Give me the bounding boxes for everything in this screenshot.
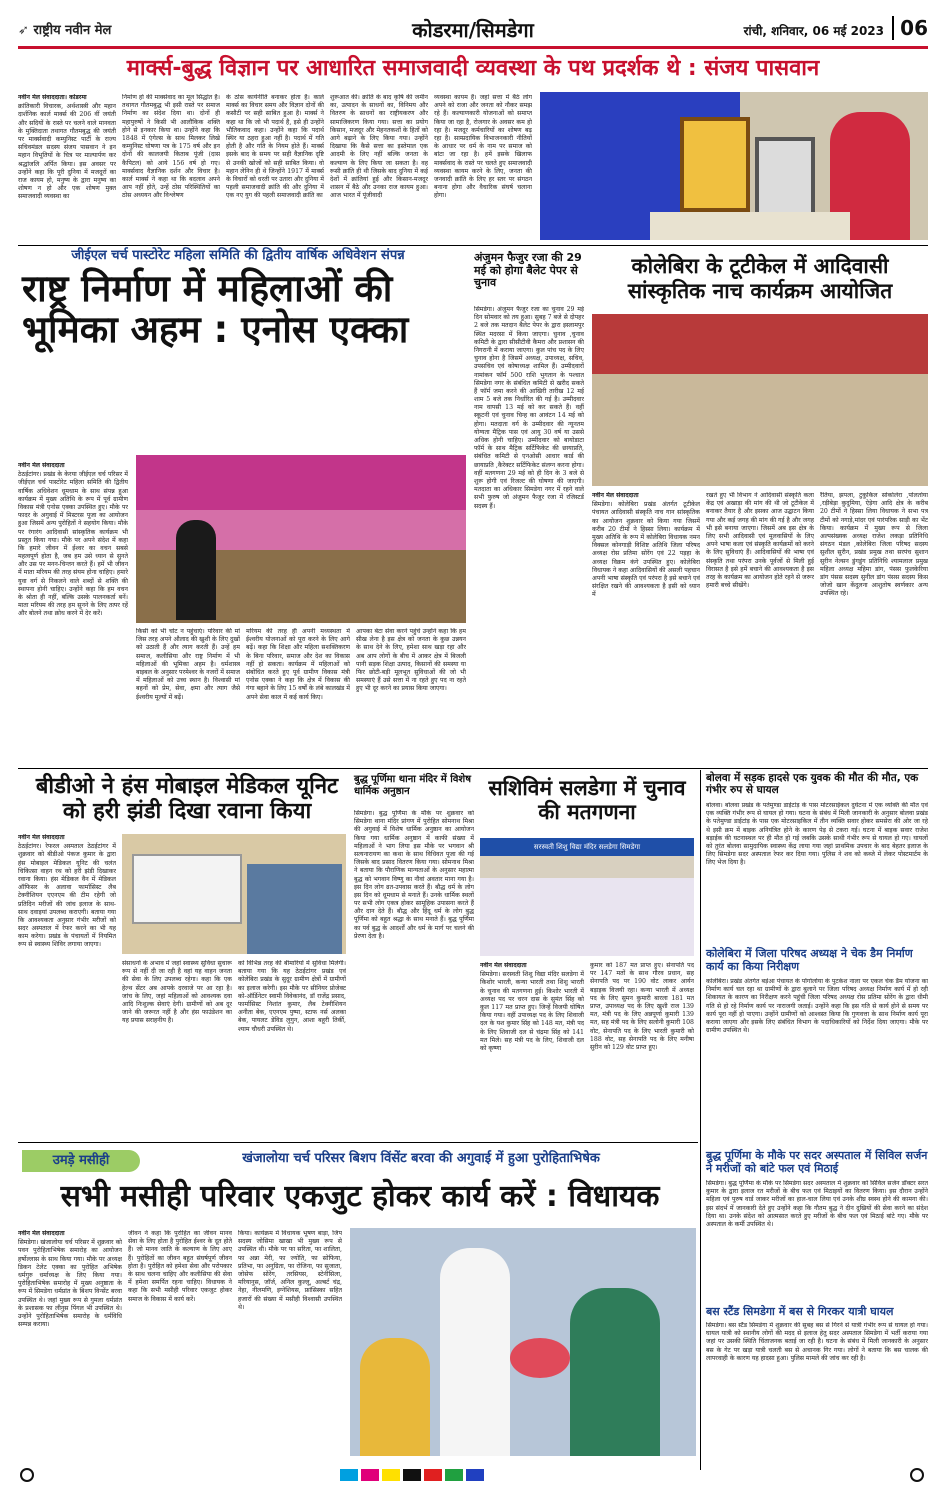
story8-headline: बोलवा में सड़क हादसे एक युवक की मौत की मौत, एक गंभीर रुप से घायल: [706, 772, 919, 797]
story12-col1: [18, 1230, 122, 1456]
story9-headline: कोलेबिरा में जिला परिषद अध्यक्ष ने चेक डैम निर्माण कार्य का किया निरीक्षण: [706, 947, 913, 973]
story12-col3: किया। कार्यक्रम में विधायक भूषण बाड़ा, जिप सदस्य जोसिमा खाखा भी मुख्य रूप से उपस्थित थी। मौके पर फा सरिता, फा शालिता, फा अन्ना मेरी, फा ज्योति, फा सोफिया, प्रतिभा, फा अनुग्रिता, फा रोजिना, फा सुजाता, जोसेफ सोरेंग, तरसियस, स्टेनीसिला, मरियानुस, जॉर्ज, अनिल कुल्लू, अल्बर्ट चंद्र, नेहा, नीलमणि, इग्नेशियस, फ्रांसिस्का सहित हजारों की संख्या में मसीही विश्वासी उपस्थित थे।: [238, 1230, 342, 1311]
masthead: [18, 14, 928, 44]
story12-col2: जीवन ने कहा कि पुरोहित का जीवन मानव सेवा के लिए होता है पुरोहित ईश्वर के दूत होते हैं। जो मानव जाति के कल्याण के लिए आए हैं। पुरोहितों का जीवन बहुत संघर्षपूर्ण जीवन होता है। पुरोहित को हमेशा सेवा और परोपकार के साथ चलना चाहिए और कलीसिया की सेवा में हमेशा समर्पित रहना चाहिए। विधायक ने कहा कि सभी मसीही परिवार एकजुट होकर समाज के विकास में कार्य करें।: [128, 1230, 232, 1303]
story1-col4: शुरूआत की। क्रांति के बाद कृषि की जमीन का, उत्पादन के साधनों का, विनिमय और वितरण के साधनों का राष्ट्रीयकरण और सामाजिकरण किया गया। सत्ता का प्रयोग किसान, मजदूर और मेहनतकशों के हितों को आगे बढ़ाने के लिए किया गया। उन्होंने दिखाया कि कैसे सत्ता का इस्तेमाल एक आदमी के लिए नहीं बल्कि जनता के कल्याण के लिए किया जा सकता है। वह रूसी क्रांति ही थी जिसके बाद दुनिया में कई देशों में क्रांतियां हुई और किसान-मजदूर शासन में बैठे और उनका राज कायम हुआ। आज भारत में पूंजीवादी: [330, 94, 428, 200]
story3-text: सिमडेगा। अंजुमन फैजुर रजा का चुनाव 29 मई दिन सोमवार को तय हुआ। सुबह 7 बजे से दोपहर 2 बजे तक मतदान बैलेट पेपर के द्वारा इस्लामपुर स्थित मदरसा में किया जाएगा। चुनाव ,चुनाव कमिटी के द्वारा सीसीटीवी कैमरा और प्रशासन की निगरानी में कराया जाएगा। कुल पांच पद के लिए चुनाव होना है जिसमें अध्यक्ष, उपाध्यक्ष, सचिव, उपसचिव एवं कोषाध्यक्ष शामिल हैं। उम्मीदवारों नामांकन फॉर्म 500 राशि भुगतान के पश्चात सिमडेगा नगर के संबंधित कमिटी से खरीद सकते हैं फॉर्म जमा करने की आखिरी तारीख 12 मई शाम 5 बजे तक निर्धारित की गई है। उम्मीदवार नाम वापसी 13 मई को कर सकते हैं। वहीं स्कूटनी एवं चुनाव चिन्ह का आवंटन 14 मई को होगा। मतदाता वर्ग के उम्मीदवार की न्यूनतम योग्यता मैट्रिक पास एवं आयु 30 वर्ष या उससे अधिक होनी चाहिए। उम्मीदवार को बायोडाटा फॉर्म के साथ मैट्रिक सर्टिफिकेट की छायाप्रति, संबंधित कमिटी से एनओसी आधार कार्ड की छायाप्रति ,कैरेक्टर सर्टिफिकेट संलग्न करना होगा। वहीं मतगणना 29 मई को ही दिन के 3 बजे से शुरू होगी एवं रिजल्ट की घोषणा की जाएगी। मतदाता का अधिकार सिमडेगा नगर में रहने वाले सभी फुरुष जो अंजुमन फैजुर रजा में रजिस्टर्ड सदस्य हैं।: [474, 306, 584, 510]
story5-col2: संसाधनों के अभाव में जहां स्वास्थ्य सुविधा सुचारू रूप से नहीं दी जा रही है वहां यह वाहन जनता की सेवा के लिए उपलब्ध रहेगा। कहा कि एक हेल्थ सेंटर अब आपके दरवाजे पर आ रहा है। जांच के लिए, जहां महिलाओं को आवश्यक दवा आदि निःशुल्क सेवाएं देगी। ग्रामीणों को अब दूर जाने की जरूरत नहीं है और हंस फाउंडेशन का यह प्रयास सराहनीय है।: [122, 960, 232, 1025]
registration-mark-left: [20, 1468, 34, 1482]
story2-col1-text: ठेठईटांगर। प्रखंड के केरया जीईएल चर्च परिसर में जीईएल चर्च पास्टोरेट महिला समिति की द्वितीय वार्षिक अधिवेशन धूमधाम के साथ संपन्न हुआ कार्यक्रम में मुख्य अतिथि के रूप में पूर्व ग्रामीण विकास मंत्री एनोस एक्का उपस्थित हुए। मौके पर फादर के अगुवाई में मिस्टरस पूजा का आयोजन हुआ जिसमें अन्य पुरोहितों ने सहयोग किया। मौके पर रंगारंग आदिवासी सांस्कृतिक कार्यक्रम भी प्रस्तुत किया गया। मौके पर अपने संदेश में कहा कि हमारे जीवन में ईश्वर का वचन सबसे महत्वपूर्ण होता है, जब हम उसे ध्यान से सुनते और उस पर मनन-चिन्तन करते हैं। हमें भी जीवन में माता मरियम की तरह संयम होना चाहिए। हमारे युवा वर्ग से निकलने वाले शब्दों से शक्ति की स्थापना होनी चाहिए। उन्होंने कहा कि हम वचन के श्रोता ही नहीं, बल्कि उसके पालनकर्ता बनें। माता मरियम की तरह हम सुनने के लिए तत्पर रहें और बोलने तथा क्रोध करने में देर करें।: [18, 471, 128, 618]
story12-headline: सभी मसीही परिवार एकजुट होकर कार्य करें : विधायक: [60, 1179, 660, 1214]
story12-dateline: नवीन मेल संवाददाता: [18, 1230, 65, 1237]
story7-col1-text: सिमडेगा। सरस्वती शिशु विद्या मंदिर सलडेगा में किशोर भारती, कन्या भारती तथा शिशु भारती के चुनाव की मतगणना हुई। किशोर भारती में अध्यक्ष पद पर चरन दास के सुमंत सिंह को कुल 117 मत प्राप्त हुए। जिन्हें विजयी घोषित किया गया। वहीं उपाध्यक्ष पद के लिए शिवाजी दल के यश कुमार सिंह को 148 मत, मंत्री पद के लिए शिवाजी दल से चंद्रमा सिंह को 141 मत मिले। सह मंत्री पद के लिए, शिवाजी दल को कृष्णा: [480, 971, 584, 1052]
photo-flowers: [510, 1338, 570, 1378]
photo-stage-backdrop: [592, 314, 928, 374]
story8-text: बोलवा। बोलवा प्रखंड के पतेमुण्डा डाईटांड़ के पास मोटरसाईकल दुर्घटना में एक व्यक्ति की मौत एवं एक व्यक्ति गंभीर रूप से घायल हो गया। घटना के संबंध में मिली जानकारी के अनुसार बोलवा प्रखंड के पतेमुण्डा डाईटांड़ के पास एक मोटरसाइकिल में तीन व्यक्ति सवार होकर समसेरा की ओर जा रहे थे इसी क्रम में बाइक अनियंत्रित होने के कारण पेड़ से टकरा गई। घटना में बाइक सवार राजेश बड़ाईक की घटनास्थल पर ही मौत हो गई जबकि उसके साथी गंभीर रूप से घायल हो गए। घायलों को तुरंत बोलवा सामुदायिक स्वास्थ्य केंद्र लाया गया जहां प्राथमिक उपचार के बाद बेहतर इलाज के लिए सिमडेगा सदर अस्पताल रेफर कर दिया गया। पुलिस ने शव को कब्जे में लेकर पोस्टमार्टम के लिए भेज दिया है।: [706, 802, 928, 867]
story1-headline: मार्क्स-बुद्ध विज्ञान पर आधारित समाजवादी व्यवस्था के पथ प्रदर्शक थे : संजय पासवान: [126, 56, 820, 81]
divider-1: [18, 245, 928, 246]
photo-staff-group: [247, 864, 342, 954]
story5-col1: [18, 834, 116, 1138]
photo-tent-canopy: [136, 455, 466, 510]
story2-headline: राष्ट्र निर्माण में महिलाओं की भूमिका अहम : एनोस एक्का: [22, 267, 409, 352]
story2-col3: मरियम की तरह ही अपनी मध्यस्थता में ईश्वरीय योजनाओं को पूरा करने के लिए आगे बढ़ें। कहा कि शिक्षा और महिला सशक्तिकरण के बिना परिवार, समाज और देश का विकास नहीं हो सकता। कार्यक्रम में महिलाओं को संबोधित करते हुए पूर्व ग्रामीण विकास मंत्री एनोस एक्का ने कहा कि क्षेत्र में विकास की गंगा बहाने के लिए 15 वर्षों के लंबे कालखंड में अपने सेवा काल में कई कार्य किए।: [246, 628, 350, 701]
registration-mark-right: [910, 1468, 924, 1482]
story2-kicker: जीईएल चर्च पास्टोरेट महिला समिति की द्वितीय वार्षिक अधिवेशन संपन्न: [71, 248, 405, 263]
color-swatch-cyan: [340, 1469, 358, 1481]
color-swatch-magenta: [361, 1469, 379, 1481]
photo-dignitaries: [592, 374, 928, 486]
story12-kicker: खंजालोया चर्च परिसर बिशप विंसेंट बरवा की अगुवाई में हुआ पुरोहिताभिषेक: [242, 1151, 600, 1166]
story12-col1-text: सिमडेगा। खंजालोया चर्च परिसर में शुक्रवार को पवन पुरोहिताभिषेक समारोह का आयोजन हर्षोल्लास के साथ किया गया। मौके पर अध्यक्ष डिकन टेलेट एक्का का पुरोहित अभिषेक धर्मगुरु धर्माध्यक्ष के लिए किया गया। पुरोहिताभिषेक समारोह में मुख्य अनुष्ठाता के रूप में सिमडेगा धर्मप्रांत के बिशप विन्सेंट बरवा उपस्थित थे। जहां मुख्य रूप से गुमला धर्मप्रांत के प्रशासक फा लीनुस पिंगल भी उपस्थित थे। उन्होंने पुरोहिताभिषेक समारोह के धर्मविधि सम्पन्न कराया।: [18, 1239, 122, 1329]
photo-medical-van: [132, 854, 242, 924]
story5-col1-text: ठेठईटांगर। रेफरल अस्पताल ठेठईटांगर में शुक्रवार को बीडीओ पंकज कुमार के द्वारा हंस मोबाइल मेडिकल यूनिट की चलंत चिकित्सा वाहन रथ को हरी झंडी दिखाकर रवाना किया। हंस मेडिकल वैन में मेडिकल ऑफिसर के अलावा फार्मासिस्ट लैब टेक्नीशियन एएनएम की टीम रहेगी जो प्रतिदिन मरीजों की जांच इलाज के साथ-साथ दवाइयां उपलब्ध कराएगी। बताया गया कि आवश्यकता अनुसार गंभीर मरीजों को सदर अस्पताल में रेफर करने का भी यह काम करेगा। प्रखंड के पंचायतों में नियमित रूप से स्वास्थ्य शिविर लगाया जाएगा।: [18, 843, 116, 949]
logo-text: राष्ट्रीय नवीन मेल: [33, 23, 112, 38]
story1-col1: [18, 94, 116, 238]
story1-col3: के ठोस कार्यनीति बनाकर होता है। कार्ल मार्क्स का विचार समय और विज्ञान दोनों की कसौटी पर सही साबित हुआ है। मार्क्स ने कहा था कि जो भी पदार्थ है, इसे ही उन्होंने भौतिकवाद कहा। उन्होंने कहा कि पदार्थ स्थिर या ठहरा हुआ नहीं है। पदार्थ में गति होती है और गति के नियम होते हैं। मार्क्स इसके बाद के समय पर सही वैज्ञानिक दृष्टि से उनकी खोजों को सही साबित किया। वो महान लेनिन ही थे जिन्होंने 1917 में मार्क्स के विचारों को धरती पर उतारा और दुनिया में पहली समाजवादी क्रांति की और दुनिया में एक नए युग की पहली समाजवादी क्रांति का: [226, 94, 324, 200]
photo-woman-saree: [360, 1338, 430, 1456]
story4-col1: [592, 492, 700, 762]
story5-headline: बीडीओ ने हंस मोबाइल मेडिकल यूनिट को हरी झंडी दिखा रवाना किया: [35, 774, 339, 825]
story1-dateline: नवीन मेल संवाददाता। कोडरमा: [18, 94, 87, 101]
story6-headline: बुद्ध पूर्णिमा थाना मंदिर में विशेष धार्मिक अनुष्ठान: [354, 774, 471, 797]
color-swatch-blue: [466, 1469, 484, 1481]
right-col-divider: [700, 770, 701, 1470]
story5-col3: को विभिन्न तरह की बीमारियों में सुविधा मिलेगी। बताया गया कि यह ठेठईटांगर प्रखंड एवं कोलेबिरा प्रखंड के सुदूर ग्रामीण क्षेत्रों में ग्रामीणों का इलाज करेगी। इस मौके पर सीनियर प्रोजेक्ट को-ऑर्डिनेटर स्वामी विवेकानंद, डॉ राजेंद्र प्रसाद, फार्मासिस्ट निशांत कुमार, लैब टेक्नीशियन अनीता बेक, एएनएम पुष्पा, स्टाफ नर्स अलका बेक, पायलट डेविड लुगुन, आशा बहूरी तिर्की, श्याम चौधरी उपस्थित थे।: [238, 960, 346, 1033]
school-banner-text: सरस्वती शिशु विद्या मंदिर सलडेगा सिमडेगा: [533, 843, 641, 851]
divider-3: [18, 1142, 698, 1143]
story7-col2: कुमार को 187 मत प्राप्त हुए। सेनापति पद पर 147 मतों के साथ गौरव प्रधान, सह सेनापति पद पर 190 वोट लाकर आर्यन बड़ाइक विजयी रहा। कन्या भारती में अध्यक्ष पद के लिए सुमन कुमारी बारला 181 मत प्राप्त, उपाध्यक्ष पद के लिए खुशी राज 139 मत, मंत्री पद के लिए अन्नपूर्णा कुमारी 139 मत, सह मंत्री पद के लिए सलोनी कुमारी 108 वोट, सेनापति पद के लिए भारती कुमारी को 188 वोट, सह सेनापति पद के लिए मनीषा सुरीन को 129 वोट प्राप्त हुए।: [590, 962, 694, 1051]
story2-col1: [18, 462, 128, 762]
section-title: कोडरमा/सिमडेगा: [412, 18, 534, 42]
story4-dateline: नवीन मेल संवाददाता: [592, 492, 639, 499]
masthead-rule: [18, 46, 928, 49]
photo-table: [650, 212, 850, 240]
print-color-bar: [340, 1466, 600, 1480]
story7-headline: सशिविमं सलडेगा में चुनाव की मतगणना: [488, 776, 686, 825]
photo-priest-white: [440, 1248, 510, 1456]
story3-headline: अंजुमन फैजुर रजा की 29 मई को होगा बैलेट पेपर से चुनाव: [474, 251, 582, 290]
story2-photo: [136, 455, 466, 623]
story2-col2: किसी को भी चोट न पहुंचाएं। परिवार की मां जिस तरह अपने औलाद की खुशी के लिए दुखों को उठाती हैं और त्याग करती हैं। उन्हें हम समाज, कलीसिया और राष्ट्र निर्माण में भी महिलाओं की भूमिका अहम है। धर्मशास्त्र बाइबल के अनुसार परमेश्वर के नजरों में समाज में महिलाओं को उच्च स्थान है। विश्वासी मां बहनों को प्रेम, सेवा, क्षमा और त्याग जैसे ईश्वरीय मूल्यों में बढ़ें।: [136, 628, 240, 701]
story1-col1-text: क्रांतिकारी विचारक, अर्थशास्त्री और महान दार्शनिक कार्ल मार्क्स की 206 वीं जयंती और सदियों के रास्ते पर चलने वाले मानवता के मुक्तिदाता तथागत गौतमबुद्ध की जयंती पर मार्क्सवादी कम्युनिस्ट पार्टी के राज्य सचिवमंडल सदस्य संजय पासवान ने इन महान विभूतियों के चित्र पर माल्यार्पण कर श्रद्धांजलि अर्पित किया। इस अवसर पर उन्होंने कहा कि पूरी दुनिया में मजदूरों का राज कायम हो, मनुष्य के द्वारा मनुष्य का शोषण न हो और एक शोषण मुक्त समाजवादी व्यवस्था का: [18, 103, 116, 201]
story4-col1-text: सिमडेगा। कोलेबिरा प्रखंड अंतर्गत टूटीकेल पंचायत आदिवासी संस्कृति नाच गान सांस्कृतिक का आयोजन शुक्रवार को किया गया जिसमें करीब 20 टीमों ने हिस्सा लिया। कार्यक्रम में मुख्य अतिथि के रूप में कोलेबिरा विधायक नमन विक्सल कोनगाड़ी विशिष्ट अतिथि जिला परिषद अध्यक्ष रोस प्रतिमा सोरेंग एवं 22 पड़हा के अध्यक्ष विक्रम कंगे उपस्थित हुए। कोलेबिरा विधायक ने कहा आदिवासियों की असली पहचान अपनी भाषा संस्कृति एवं परंपरा है इसे बचाने एवं संरक्षित रखने की आवश्यकता है इसी को ध्यान में: [592, 501, 700, 599]
color-swatch-black: [403, 1469, 421, 1481]
color-swatch-yellow: [382, 1469, 400, 1481]
story6-text: सिमडेगा। बुद्ध पूर्णिमा के मौके पर शुक्रवार को सिमडेगा थाना मंदिर प्रांगण में पुरोहित सोमनाथ मिश्रा की अगुवाई में विशेष धार्मिक अनुष्ठान का आयोजन किया गया धार्मिक अनुष्ठान में काफी संख्या में महिलाओं ने भाग लिया इस मौके पर भगवान श्री सत्यनारायण का कथा के साथ विधिवत पूजा की गई जिसके बाद प्रसाद वितरण किया गया। सोमनाथ मिश्रा ने बताया कि पौराणिक मान्यताओं के अनुसार महात्मा बुद्ध को भगवान विष्णु का नौवां अवतार माना गया है। इस दिन लोग व्रत-उपवास करते हैं। बौद्ध धर्म के लोग इस दिन को धूमधाम से मनाते हैं। उनके धार्मिक स्थलों पर सभी लोग एकत्र होकर सामूहिक उपासना करते हैं और दान देते हैं। बौद्ध और हिंदू धर्म के लोग बुद्ध पूर्णिमा को बहुत श्रद्धा के साथ मनाते हैं। बुद्ध पूर्णिमा का पर्व बुद्ध के आदर्शों और धर्म के मार्ग पर चलने की प्रेरणा देता है।: [354, 810, 474, 940]
story11-headline: बस स्टैंड सिमडेगा में बस से गिरकर यात्री घायल: [706, 1305, 894, 1318]
photo-speaker: [176, 520, 216, 620]
story5-photo: [122, 834, 346, 954]
masthead-dateline: रांची, शनिवार, 06 मई 2023: [743, 24, 884, 38]
divider-2: [18, 768, 928, 769]
story1-col5: व्यवस्था कायम है। जहां सत्ता में बैठे लोग अपने को राजा और जनता को नौकर समझ रहे हैं। कल्याणकारी योजनाओं को समाप्त किया जा रहा है, रोजगार के अवसर कम हो रहा है। मजदूर कर्मचारियों का शोषण बढ़ रहा है। साम्प्रदायिक विभाजनकारी नीतियों के आधार पर धर्म के नाम पर समाज को बांटा जा रहा है। हमें इसके खिलाफ मार्क्सवाद के रास्ते पर चलते हुए समाजवादी व्यवस्था कायम करने के लिए, जनता की जनवादी क्रांति के लिए हर स्तर पर संगठन बनाना होगा और वैचारिक संघर्ष चलाना होगा।: [434, 94, 532, 200]
photo-marx-frame: [755, 137, 815, 217]
story2-col4: आपका बेटा सेवा करने पहुंचे उन्होंने कहा कि हम सीख लेना है इस क्षेत्र को जनता के कुछ उन्नयन के साथ देने के लिए, हमेशा साथ खड़ा रहा और अब आप लोगों के बीच में आकर क्षेत्र में बिजली पानी सड़क शिक्षा उत्पाद, किसानों की समस्या या फिर छोटी-बड़ी मूलभूत सुविधाओं की जो भी समस्याएं हैं उसे सत्ता में ना रहते हुए पद ना रहते हुए भी दूर करने का प्रयास किया जाएगा।: [356, 628, 466, 693]
story7-col1: [480, 962, 584, 1138]
photo-students: [480, 878, 694, 956]
story12-ribbon: [22, 1150, 140, 1172]
photo-buddha-frame: [680, 117, 750, 212]
story1-col2: निर्माण हो की मार्क्सवाद का मूल सिद्धांत है। तथागत गौतमबुद्ध भी इसी रास्ते पर समाज निर्माण का संदेश दिया था। दोनों ही महापुरुषों ने किसी भी आलौकिक शक्ति होने से इनकार किया था। उन्होंने कहा कि 1848 में एंगेल्स के साथ मिलकर लिखे कम्युनिस्ट घोषणा पत्र के 175 वर्ष और इन दोनों की कालजयी किताब पूंजी (दास कैपिटल) को आये 156 वर्ष हो गए। मार्क्सवाद वैज्ञानिक दर्शन और विचार है। कार्ल मार्क्स ने कहा था कि बदलाव अपने आप नहीं होते, उन्हें ठोस परिस्थितियों का ठोस अध्ययन और विश्लेषण: [122, 94, 220, 200]
story4-photo: [592, 314, 928, 486]
story4-headline: कोलेबिरा के टूटीकेल में आदिवासी सांस्कृतिक नाच कार्यक्रम आयोजित: [627, 254, 893, 303]
story2-dateline: नवीन मेल संवाददाता: [18, 462, 65, 469]
story10-headline: बुद्ध पूर्णिमा के मौके पर सदर अस्पताल में सिविल सर्जन ने मरीजों को बांटे फल एवं मिठाई: [706, 1149, 928, 1175]
photo-man-green-shirt: [570, 1288, 660, 1456]
color-swatch-green: [445, 1469, 463, 1481]
story11-text: सिमडेगा। बस स्टैंड सिमडेगा में शुक्रवार की सुबह बस से गिरने से यात्री गंभीर रूप से घायल हो गया। घायल यात्री को स्थानीय लोगों की मदद से इलाज हेतु सदर अस्पताल सिमडेगा में भर्ती कराया गया जहां पर उसकी स्थिति चिंताजनक बताई जा रही है। घटना के संबंध में मिली जानकारी के अनुसार बस के गेट पर खड़ा यात्री चलती बस से अचानक गिर गया। लोगों ने बताया कि बस चालक की लापरवाही के कारण यह हादसा हुआ। पुलिस मामले की जांच कर रही है।: [706, 1322, 928, 1362]
story5-dateline: नवीन मेल संवाददाता: [18, 834, 65, 841]
story4-col3: रैतिया, झपला, टुकुकिल सोकोलेरा ,पोलतोया ,रड़ीबेड़ा कुदुमिया, ऐड़ेगा आदि क्षेत्र के करीब 20 टीमों ने हिस्सा लिया विधायक ने सभा पत्र टीमों को नगाड़े,मांदर एवं पारंपरिक साड़ी का भेंट किया। कार्यक्रम में मुख्य रूप से जिला अल्पसंख्यक अध्यक्ष राजेश लकड़ा प्रतिनिधि संगठन मंडल ,कोलेबिरा जिला परिषद सदस्य सुशील सुरीन, प्रखंड प्रमुख तथा सरपंच सुशान सुरीन नेल्सन डुंगडुंग प्रतिनिधि श्यामलाल प्रमुख महिला अध्यक्ष महिमा डांग, पंसस फुलकेरिया डांग पंसस सदस्य सुनील डांग पंसस सदस्य किस जोजो खान केंदुलना आशुतोष स्वर्णकार अन्य उपस्थित रहे।: [820, 492, 928, 598]
page-number: 06: [892, 16, 928, 40]
story1-photo: [540, 92, 928, 240]
story12-photo: [350, 1228, 696, 1456]
bird-icon: ➶: [18, 23, 29, 38]
photo-school-banner: [480, 838, 694, 856]
story7-dateline: नवीन मेल संवाददाता: [480, 962, 527, 969]
story4-col2: रखते हुए भी विभाग ने आदिवासी संस्कृति कला केंद्र एवं अखाड़ा की मांग की थी जो टूटीकेल में बनाकर तैयार है और इसका आज उद्घाटन किया गया और कई जगह की मांग की गई है और जगह भी इसे बनाया जाएगा। जिसमें अब इस क्षेत्र के लिए सभी आदिवासी एवं मूलवासियों के लिए अपने भाषा कला एवं संस्कृति कार्यक्रमों को करने के लिए सुविधाएं हैं। आदिवासियों की भाषा एवं संस्कृति तथा परंपरा उनके पूर्वजों से मिली हुई विरासत है इसे हमें बचाने की आवश्यकता है इस तरह के कार्यक्रम का आयोजन होते रहने से जरूर हमारी बच्चे सीखेंगे।: [706, 492, 814, 590]
story12-ribbon-text: उमड़े मसीही: [52, 1153, 110, 1168]
color-swatch-red: [424, 1469, 442, 1481]
story7-photo: [480, 838, 694, 956]
story10-text: सिमडेगा। बुद्ध पूर्णिमा के मौके पर सिमडेगा सदर अस्पताल में शुक्रवार को सिविल सर्जन डॉक्टर सरत कुमार के द्वारा इलाज रत मरीजों के बीच फल एवं मिठाइयों का वितरण किया। इस दौरान उन्होंने महिला एवं पुरुष वार्ड जाकर मरीजों का हाल-चाल लिया एवं उनके शीघ्र स्वस्थ होने की कामना की। इस संदर्भ में जानकारी देते हुए उन्होंने कहा कि गौतम बुद्ध ने दीन दुखियों की सेवा करने का संदेश दिया था। उनके संदेश को आत्मसात करते हुए मरीजों के बीच फल एवं मिठाई बांटे गए। मौके पर अस्पताल के कर्मी उपस्थित थे।: [706, 1180, 928, 1228]
story9-text: कोलेबिरा। प्रखंड अंतर्गत बड़ेआ पंचायत के पोंगोलोया के पुटकेश नाला पर एकल चेक डैम योजना का निर्माण कार्य चल रहा था ग्रामीणों के द्वारा बुलाने पर जिला परिषद अध्यक्ष निर्माण कार्य में हो रही शिकायत के कारण का निरीक्षण करने पहुंची जिला परिषद अध्यक्ष रोस प्रतिमा सोरेंग के द्वारा धीमी गति से हो रहे निर्माण कार्य पर नाराजगी जताई। उन्होंने कहा कि इस गति से कार्य होने से समय पर कार्य पूरा नहीं हो पाएगा। उन्होंने ग्रामीणों को आश्वस्त किया कि गुणवत्ता के साथ निर्माण कार्य पूरा कराया जाएगा और इसके लिए संबंधित विभाग के पदाधिकारियों को निर्देश दिया जाएगा। मौके पर ग्रामीण उपस्थित थे।: [706, 978, 928, 1035]
